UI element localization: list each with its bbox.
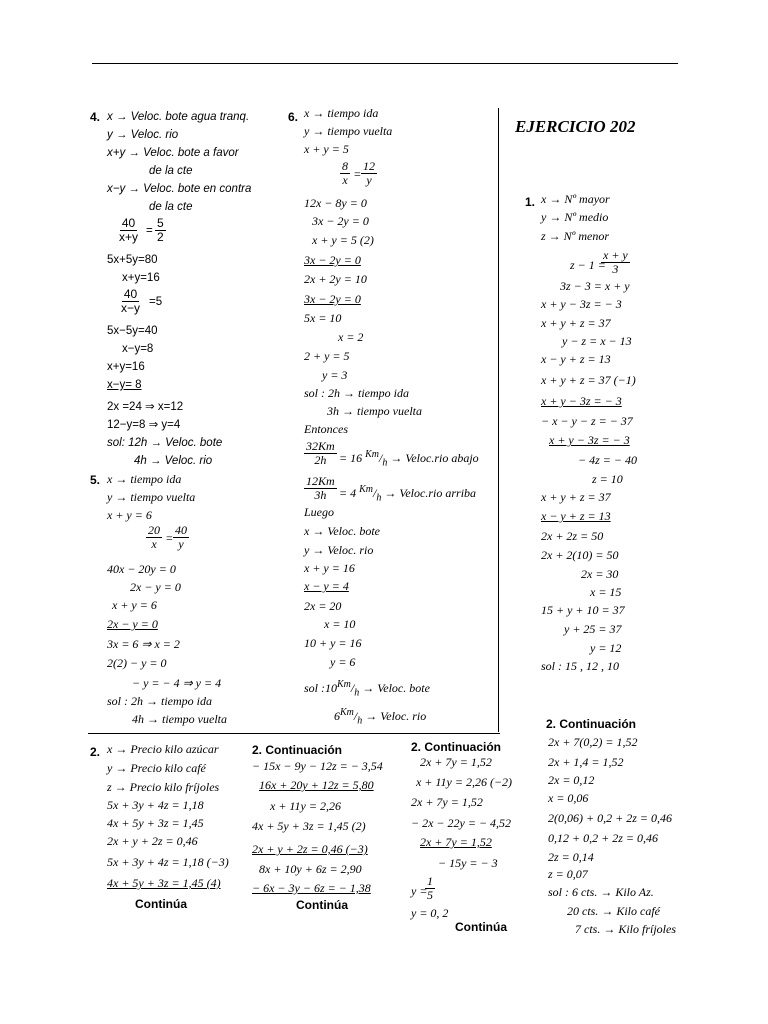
- p1-line: 2x = 30: [581, 567, 619, 581]
- p4-fraction: [117, 217, 140, 244]
- p6-line: y = 3: [322, 368, 348, 382]
- p1-line: sol : 15 , 12 , 10: [541, 659, 619, 673]
- slash: /: [353, 709, 358, 723]
- denominator: x−y: [121, 301, 141, 315]
- numerator: 5: [157, 216, 164, 230]
- p4-line: x−y=8: [122, 343, 154, 355]
- column-divider: [498, 108, 499, 732]
- numerator: 40: [175, 523, 187, 537]
- c2c-line: 20 cts. → Kilo café: [567, 904, 660, 918]
- p2-line: x → Precio kilo azúcar: [107, 742, 219, 756]
- section-divider: [88, 733, 500, 734]
- numerator: 40: [123, 287, 138, 301]
- p1-line: − 4z = − 40: [578, 453, 637, 467]
- p6-line: x + y = 5: [304, 142, 349, 156]
- slash: /: [373, 486, 377, 500]
- p6-rate-fraction-1: [304, 440, 337, 467]
- p6-line: x + y = 5 (2): [312, 233, 374, 247]
- continuation-heading: 2. Continuación: [252, 743, 342, 757]
- slash: /: [350, 681, 355, 695]
- denominator: x+y: [119, 230, 139, 244]
- c2c-line: 2x + 7(0,2) = 1,52: [548, 735, 638, 749]
- denominator: 5: [427, 888, 433, 902]
- p6-line: y = 6: [330, 655, 356, 669]
- problem-6-number: 6.: [288, 110, 299, 124]
- p6-line: 10 + y = 16: [304, 636, 362, 650]
- c2c-line: 7 cts. → Kilo fríjoles: [575, 922, 677, 936]
- p2-line: 4x + 5y + 3z = 1,45: [107, 816, 204, 830]
- p6-line: y → Veloc. rio: [304, 543, 374, 557]
- c2b-line: − 2x − 22y = − 4,52: [411, 816, 512, 830]
- p4-line: 2x =24 ⇒ x=12: [107, 401, 184, 413]
- problem-1-number: 1.: [525, 195, 536, 209]
- p6-line: 2x + 2y = 10: [304, 272, 367, 286]
- unit-km: Km: [359, 484, 374, 495]
- c2c-line: z = 0,07: [548, 867, 588, 881]
- p6-line: 3x − 2y = 0: [304, 292, 361, 306]
- c2a-line: x + 11y = 2,26: [270, 799, 341, 813]
- p2-line: 4x + 5y + 3z = 1,45 (4): [107, 876, 221, 890]
- p1-line: 3z − 3 = x + y: [560, 279, 630, 293]
- p6-sol-1: [304, 678, 430, 700]
- equals: =5: [149, 296, 163, 308]
- p6-line: 3x − 2y = 0: [312, 214, 369, 228]
- p2-line: y → Precio kilo café: [107, 761, 206, 775]
- continua-label: Continúa: [455, 920, 507, 934]
- unit-h: h: [376, 492, 382, 504]
- c2a-line: 4x + 5y + 3z = 1,45 (2): [252, 819, 366, 833]
- p4-line: x+y=16: [122, 272, 160, 284]
- p4-fraction-right: [155, 217, 166, 244]
- p6-rate-1: [339, 448, 479, 470]
- c2b-line: − 15y = − 3: [438, 856, 498, 870]
- c2b-fraction: [425, 875, 435, 902]
- p6-line: x = 10: [324, 617, 356, 631]
- label: → Veloc. bote: [362, 681, 430, 695]
- denominator: 2: [157, 230, 164, 244]
- p5-line: y → tiempo vuelta: [107, 490, 196, 504]
- value: sol :10: [304, 681, 337, 695]
- c2c-line: 2x = 0,12: [548, 773, 595, 787]
- p1-line: x → Nº mayor: [541, 192, 610, 206]
- p5-line: − y = − 4 ⇒ y = 4: [132, 676, 222, 690]
- page-title: EJERCICIO 202: [515, 117, 636, 136]
- denominator: x: [342, 173, 348, 187]
- p4-line: x−y= 8: [107, 379, 142, 391]
- denominator: y: [366, 173, 372, 187]
- slash: /: [379, 451, 383, 465]
- p6-line: sol : 2h → tiempo ida: [304, 386, 409, 400]
- numerator: 20: [148, 523, 160, 537]
- unit-h: h: [357, 715, 363, 727]
- p6-line: x → Veloc. bote: [304, 524, 380, 538]
- c2a-line: 2x + y + 2z = 0,46 (−3): [252, 842, 368, 856]
- unit-km: Km: [365, 449, 380, 460]
- p1-line: x + y − 3z = − 3: [541, 297, 622, 311]
- p1-line: − x − y − z = − 37: [541, 414, 633, 428]
- p1-line: x + y + z = 37: [541, 490, 611, 504]
- p5-fraction: [146, 524, 162, 551]
- value: = 16: [339, 451, 363, 465]
- p1-fraction: [601, 249, 630, 276]
- denominator: 3: [612, 262, 619, 276]
- p6-rate-2: [339, 483, 476, 505]
- p6-line: Entonces: [304, 422, 348, 436]
- p5-line: sol : 2h → tiempo ida: [107, 694, 212, 708]
- unit-h: h: [382, 457, 388, 469]
- top-rule: [92, 63, 678, 64]
- p6-line: 2x = 20: [304, 599, 342, 613]
- continuation-heading: 2. Continuación: [546, 717, 636, 731]
- p6-sol-2: [334, 706, 426, 728]
- p5-line: x + y = 6: [112, 598, 157, 612]
- p4-line: 5x+5y=80: [107, 254, 158, 266]
- continua-label: Continúa: [135, 897, 187, 911]
- p5-line: 2x − y = 0: [107, 617, 158, 631]
- p1-line: x = 15: [590, 585, 622, 599]
- continua-label: Continúa: [296, 898, 348, 912]
- p2-line: 5x + 3y + 4z = 1,18: [107, 798, 204, 812]
- unit-h: h: [354, 687, 360, 699]
- problem-2-number: 2.: [90, 745, 101, 759]
- equals: =: [354, 167, 361, 181]
- p5-line: 3x = 6 ⇒ x = 2: [107, 637, 180, 651]
- c2a-line: 8x + 10y + 6z = 2,90: [259, 862, 362, 876]
- c2c-line: 0,12 + 0,2 + 2z = 0,46: [548, 831, 658, 845]
- value: 6: [334, 709, 340, 723]
- p1-line: x + y + z = 37: [541, 316, 611, 330]
- p5-fraction-right: [173, 524, 189, 551]
- numerator: 1: [427, 874, 433, 888]
- p1-line: 2x + 2(10) = 50: [541, 548, 619, 562]
- c2b-line: 2x + 7y = 1,52: [420, 755, 492, 769]
- p2-line: 2x + y + 2z = 0,46: [107, 834, 198, 848]
- numerator: 12: [363, 159, 375, 173]
- denominator: y: [178, 537, 184, 551]
- p6-line: x = 2: [338, 330, 364, 344]
- p6-fraction-right: [361, 160, 377, 187]
- p5-line: 4h → tiempo vuelta: [132, 712, 227, 726]
- problem-5-number: 5.: [90, 473, 101, 487]
- unit-km: Km: [337, 679, 351, 690]
- p4-line: x → Veloc. bote agua tranq.: [107, 111, 250, 123]
- p4-line: de la cte: [149, 201, 193, 213]
- numerator: x + y: [603, 248, 628, 262]
- p1-line: x + y − 3z = − 3: [541, 394, 622, 408]
- p6-rate-fraction-2: [304, 475, 337, 502]
- p2-line: z → Precio kilo fríjoles: [107, 780, 220, 794]
- p4-fraction-2: [119, 288, 142, 315]
- p4-line: 5x−5y=40: [107, 325, 158, 337]
- p6-fraction: [340, 160, 350, 187]
- label: → Veloc.rio abajo: [390, 451, 479, 465]
- p5-line: 2x − y = 0: [130, 580, 181, 594]
- p1-line: 15 + y + 10 = 37: [541, 603, 625, 617]
- value: = 4: [339, 486, 357, 500]
- denominator: x: [151, 537, 157, 551]
- c2b-line: 2x + 7y = 1,52: [420, 835, 492, 849]
- c2c-line: sol : 6 cts. → Kilo Az.: [548, 885, 654, 899]
- numerator: 40: [121, 216, 136, 230]
- p4-line: 12−y=8 ⇒ y=4: [107, 419, 181, 431]
- p4-line: sol: 12h → Veloc. bote: [107, 437, 223, 449]
- label: → Veloc. rio: [365, 709, 427, 723]
- p1-line: z = 10: [592, 472, 623, 486]
- p1-frac-pre: z − 1 =: [570, 258, 606, 272]
- c2b-line: 2x + 7y = 1,52: [411, 795, 483, 809]
- p6-line: 12x − 8y = 0: [304, 196, 367, 210]
- problem-4-number: 4.: [90, 110, 101, 124]
- p5-line: 2(2) − y = 0: [107, 656, 167, 670]
- p1-line: 2x + 2z = 50: [541, 529, 604, 543]
- numerator: 12Km: [306, 474, 335, 488]
- p1-line: x + y + z = 37 (−1): [541, 373, 636, 387]
- p6-line: x + y = 16: [304, 561, 355, 575]
- p6-line: Luego: [304, 505, 334, 519]
- p1-line: y → Nº medio: [541, 210, 609, 224]
- denominator: 3h: [314, 488, 327, 502]
- equals: =: [166, 531, 173, 545]
- p6-line: 5x = 10: [304, 311, 342, 325]
- denominator: 2h: [314, 453, 327, 467]
- p4-line: 4h → Veloc. rio: [134, 455, 213, 467]
- c2a-line: − 15x − 9y − 12z = − 3,54: [252, 759, 383, 773]
- unit-km: Km: [340, 707, 354, 718]
- c2a-line: − 6x − 3y − 6z = − 1,38: [252, 881, 371, 895]
- p1-line: x − y + z = 13: [541, 352, 611, 366]
- numerator: 32Km: [306, 439, 335, 453]
- numerator: 8: [342, 159, 348, 173]
- p4-line: x+y=16: [107, 361, 145, 373]
- p1-line: y − z = x − 13: [562, 334, 632, 348]
- c2c-line: 2(0,06) + 0,2 + 2z = 0,46: [548, 811, 672, 825]
- p1-line: x − y + z = 13: [541, 509, 611, 523]
- p5-line: 40x − 20y = 0: [107, 562, 176, 576]
- c2b-line: y = 0, 2: [411, 906, 449, 920]
- p6-line: 3h → tiempo vuelta: [327, 404, 422, 418]
- equals: =: [146, 225, 153, 237]
- p5-line: x → tiempo ida: [107, 472, 182, 486]
- c2c-line: 2x + 1,4 = 1,52: [548, 755, 624, 769]
- c2c-line: 2z = 0,14: [548, 850, 594, 864]
- c2a-line: 16x + 20y + 12z = 5,80: [259, 778, 374, 792]
- p1-line: y = 12: [590, 641, 622, 655]
- p2-line: 5x + 3y + 4z = 1,18 (−3): [107, 855, 229, 869]
- p4-line: x−y → Veloc. bote en contra: [107, 183, 252, 195]
- c2b-line: x + 11y = 2,26 (−2): [416, 775, 513, 789]
- p6-line: y → tiempo vuelta: [304, 124, 393, 138]
- label: → Veloc.rio arriba: [384, 486, 477, 500]
- p6-line: x → tiempo ida: [304, 106, 379, 120]
- c2c-line: x = 0,06: [548, 791, 589, 805]
- p5-line: x + y = 6: [107, 508, 152, 522]
- p1-line: z → Nº menor: [541, 229, 610, 243]
- p4-line: y → Veloc. rio: [107, 129, 179, 141]
- p4-line: de la cte: [149, 165, 193, 177]
- p4-line: x+y → Veloc. bote a favor: [107, 147, 239, 159]
- p6-line: 3x − 2y = 0: [304, 253, 361, 267]
- p1-line: x + y − 3z = − 3: [549, 433, 630, 447]
- c2b-frac-pre: y =: [411, 884, 428, 898]
- continuation-heading: 2. Continuación: [411, 740, 501, 754]
- p6-line: 2 + y = 5: [304, 349, 350, 363]
- p6-line: x − y = 4: [304, 579, 349, 593]
- p1-line: y + 25 = 37: [564, 622, 622, 636]
